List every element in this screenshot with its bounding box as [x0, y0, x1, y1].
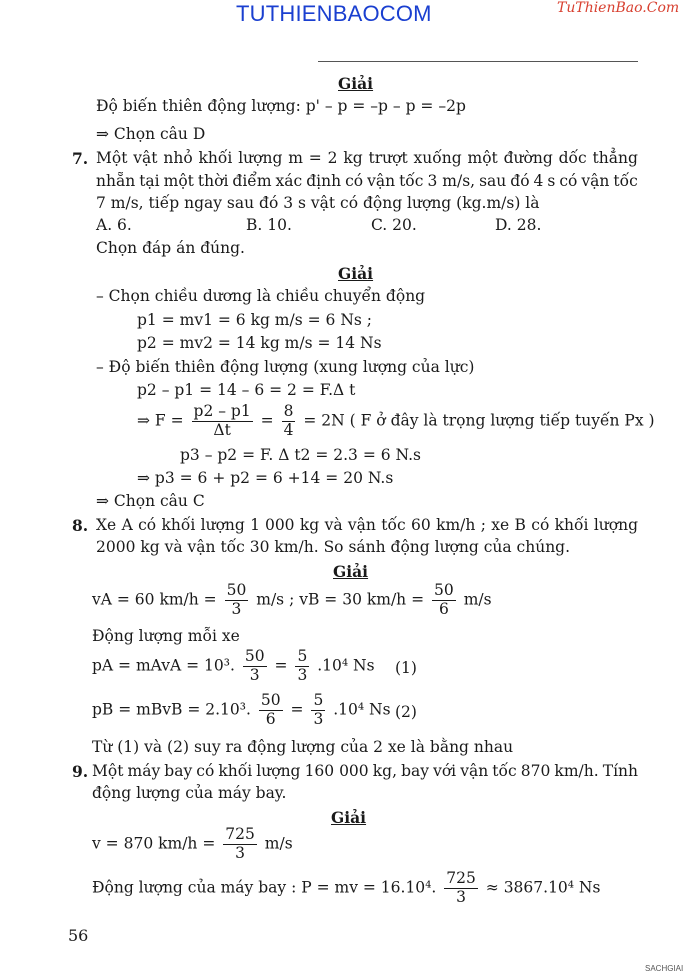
word: tại	[139, 172, 160, 190]
solution-line: Động lượng mỗi xe	[92, 627, 240, 645]
fraction: $\frac{5}{3}$	[297, 647, 308, 684]
solution-line: – Chọn chiều dương là chiều chuyển động	[96, 287, 426, 305]
word: kg	[299, 516, 320, 534]
word: km/h.	[554, 762, 599, 780]
solution-heading: Giải	[333, 562, 369, 581]
word: có	[138, 516, 157, 534]
word: Xe	[96, 516, 117, 534]
word: lượng	[238, 149, 283, 167]
fraction: $\frac{50}{6}$	[434, 581, 454, 618]
fraction: $\frac{50}{3}$	[244, 647, 265, 684]
question-text-line	[92, 762, 638, 780]
word: 870	[520, 762, 551, 780]
site-header-title: TUTHIENBAOCOM	[236, 1, 432, 26]
word: kg	[343, 149, 363, 167]
word: dốc	[558, 149, 587, 167]
word: khối	[218, 762, 253, 780]
word: xuống	[413, 149, 462, 167]
fraction: $\frac{8}{4}$	[283, 402, 294, 439]
word: khối	[161, 516, 196, 534]
plane-momentum-equation: Động lượng của máy bay : P = mv = 16.10⁴. $\frac{725}{3}$ ≈ 3867.10⁴ Ns	[92, 869, 601, 906]
solution-heading: Giải	[338, 74, 374, 93]
word: Tính	[602, 762, 638, 780]
instruction-text: Chọn đáp án đúng.	[96, 239, 245, 257]
word: định	[306, 172, 342, 190]
word: =	[308, 149, 322, 167]
word: máy	[127, 762, 161, 780]
word: vận	[581, 172, 610, 190]
word: xe	[491, 516, 510, 534]
word: đó	[510, 172, 530, 190]
word: xác	[275, 172, 303, 190]
word: với	[433, 762, 457, 780]
solution-heading: Giải	[331, 808, 367, 827]
question-text-line: 2000 kg và vận tốc 30 km/h. So sánh động lượng của chúng.	[96, 538, 571, 556]
word: tốc	[381, 516, 406, 534]
word: vật	[133, 149, 158, 167]
word: lượng	[256, 762, 301, 780]
answer-line: ⇒ Chọn câu C	[96, 492, 205, 510]
word: điểm	[232, 172, 272, 190]
solution-line: p3 – p2 = F. Δ t2 = 2.3 = 6 N.s	[180, 446, 421, 464]
word: có	[531, 516, 550, 534]
word: A	[121, 516, 133, 534]
word: 4	[533, 172, 544, 190]
word: có	[196, 762, 215, 780]
word: 2	[327, 149, 338, 167]
word: thẳng	[592, 149, 638, 167]
conclusion-line: Từ (1) và (2) suy ra động lượng của 2 xe là bằng nhau	[92, 738, 514, 756]
question-number: 9.	[72, 762, 89, 781]
word: 160 000	[304, 762, 369, 780]
question-text-line: 7 m/s, tiếp ngay sau đó 3 s vật có động lượng (kg.m/s) là	[96, 194, 540, 212]
word: sau	[479, 172, 507, 190]
word: thời	[197, 172, 229, 190]
word: vận	[347, 516, 376, 534]
question-text-line	[96, 516, 638, 534]
page-number: 56	[68, 926, 89, 945]
momentum-change-line: Độ biến thiên động lượng: p' – p = –p – p = –2p	[96, 97, 466, 115]
word: một	[163, 172, 194, 190]
word: tốc	[613, 172, 638, 190]
word: vận	[460, 762, 489, 780]
equation-tag: (2)	[395, 703, 417, 721]
option-c: C. 20.	[371, 216, 417, 234]
word: ;	[480, 516, 486, 534]
word: tốc	[492, 762, 517, 780]
solution-line: p2 – p1 = 14 – 6 = 2 = F.Δ t	[137, 381, 356, 399]
word: lượng	[200, 516, 245, 534]
word: kg,	[372, 762, 397, 780]
word: và	[324, 516, 343, 534]
question-text-line	[96, 172, 638, 190]
word: km/h	[436, 516, 476, 534]
word: đường	[503, 149, 553, 167]
question-text-line: động lượng của máy bay.	[92, 784, 287, 802]
word: có	[345, 172, 364, 190]
fraction: $\frac{5}{3}$	[313, 691, 324, 728]
solution-line: – Độ biến thiên động lượng (xung lượng của lực)	[96, 358, 475, 376]
word: s	[547, 172, 556, 190]
fraction: $\frac{p2 - p1}{\Delta t}$	[193, 402, 251, 439]
option-d: D. 28.	[495, 216, 542, 234]
word: Một	[96, 149, 128, 167]
word: lượng	[593, 516, 638, 534]
velocity-equation: vA = 60 km/h = $\frac{50}{3}$ m/s ; vB = 30 km/h = $\frac{50}{6}$ m/s	[92, 581, 492, 618]
word: vận	[367, 172, 396, 190]
question-number: 8.	[72, 516, 89, 535]
solution-line: p1 = mv1 = 6 kg m/s = 6 Ns ;	[137, 311, 372, 329]
option-a: A. 6.	[96, 216, 132, 234]
header-divider	[318, 61, 638, 62]
fraction: $\frac{50}{3}$	[226, 581, 247, 618]
question-number: 7.	[72, 149, 89, 168]
momentum-a-equation: pA = mAvA = 10³. $\frac{50}{3}$ = $\frac{5}{3}$ .10⁴ Ns	[92, 647, 375, 684]
question-text-line	[96, 149, 638, 167]
velocity-equation: v = 870 km/h = $\frac{725}{3}$ m/s	[92, 825, 293, 862]
word: bay	[401, 762, 429, 780]
site-logo: TuThienBao.Com	[557, 0, 680, 16]
word: nhỏ	[163, 149, 193, 167]
brand-watermark: SACHGIAI	[645, 964, 684, 973]
word: khối	[198, 149, 233, 167]
fraction: $\frac{725}{3}$	[225, 825, 255, 862]
word: một	[467, 149, 498, 167]
word: 1 000	[250, 516, 295, 534]
word: m	[288, 149, 303, 167]
word: Một	[92, 762, 124, 780]
word: có	[559, 172, 578, 190]
word: 60	[410, 516, 431, 534]
solution-line: ⇒ p3 = 6 + p2 = 6 +14 = 20 N.s	[137, 469, 394, 487]
word: trượt	[368, 149, 408, 167]
word: bay	[164, 762, 193, 780]
option-b: B. 10.	[246, 216, 292, 234]
answer-line: ⇒ Chọn câu D	[96, 125, 206, 143]
equation-tag: (1)	[395, 659, 417, 677]
word: nhẵn	[96, 172, 136, 190]
force-equation: ⇒ F = $\frac{p2 - p1}{\Delta t}$ = $\frac{8}{4}$ = 2N ( F ở đây là trọng lượng tiếp tuyến Px )	[137, 402, 655, 439]
word: 3 m/s,	[427, 172, 476, 190]
fraction: $\frac{50}{6}$	[260, 691, 281, 728]
word: tốc	[399, 172, 424, 190]
word: B	[514, 516, 526, 534]
momentum-b-equation: pB = mBvB = 2.10³. $\frac{50}{6}$ = $\frac{5}{3}$ .10⁴ Ns	[92, 691, 391, 728]
fraction: $\frac{725}{3}$	[446, 869, 476, 906]
solution-line: p2 = mv2 = 14 kg m/s = 14 Ns	[137, 334, 382, 352]
solution-heading: Giải	[338, 264, 374, 283]
word: khối	[554, 516, 589, 534]
